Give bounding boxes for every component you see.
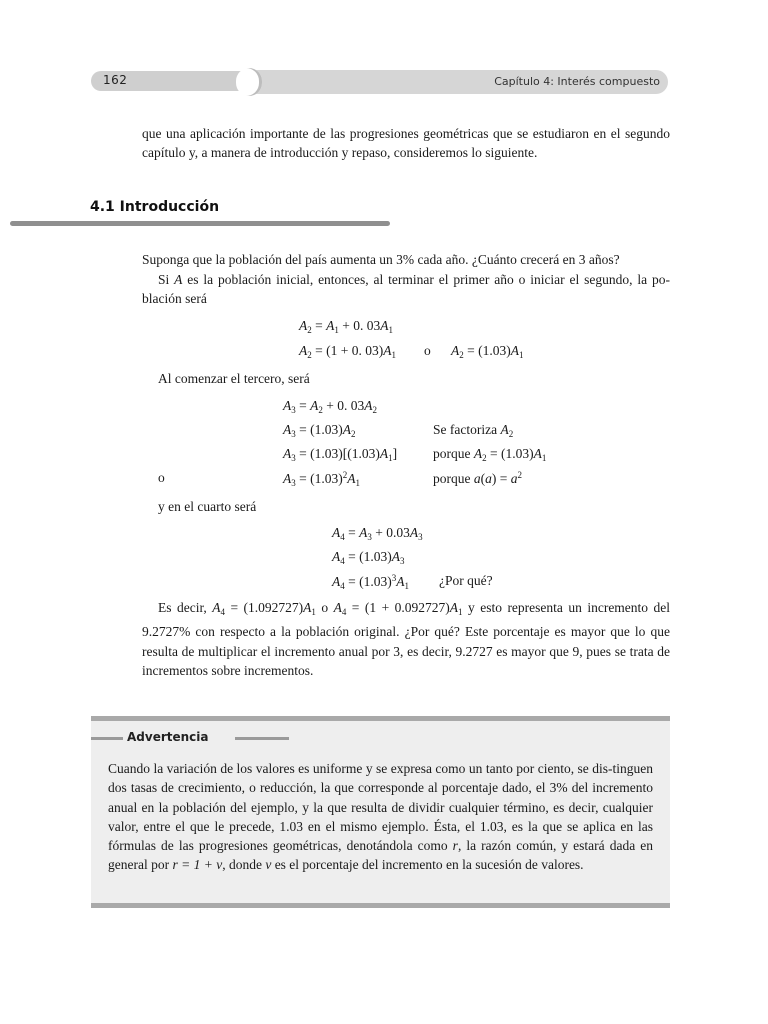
equation-a4-3: $A_4 = (1.03)^3A_1$ bbox=[332, 573, 409, 591]
third-year-intro: Al comenzar el tercero, será bbox=[158, 371, 310, 386]
body-paragraph-1: Suponga que la población del país aumenta un 3% cada año. ¿Cuánto crecerá en 3 años? bbox=[142, 252, 620, 267]
equation-a4-1: $A_4 = A_3 + 0.03A_3$ bbox=[332, 525, 423, 542]
fourth-year-intro: y en el cuarto será bbox=[158, 499, 257, 514]
equation-a4-2: $A_4 = (1.03)A_3$ bbox=[332, 549, 405, 566]
equation-a3-2: $A_3 = (1.03)A_2$ bbox=[283, 422, 356, 439]
body-paragraph-2: Si A es la población inicial, entonces, al terminar el primer año o iniciar el segundo, la po-blación será bbox=[142, 272, 671, 307]
equation-a2-2: $A_2 = (1 + 0$. $03)A_1$ bbox=[299, 343, 396, 360]
or-label-2: o bbox=[158, 470, 165, 485]
warning-title: Advertencia bbox=[127, 730, 209, 744]
note-because-1: porque $A_2 = (1.03)A_1$ bbox=[433, 446, 547, 463]
note-factor: Se factoriza $A_2$ bbox=[433, 422, 514, 439]
equation-a3-3: $A_3 = (1.03)[(1.03)A_1]$ bbox=[283, 446, 398, 463]
page-number: 162 bbox=[103, 73, 128, 87]
warning-text: Cuando la variación de los valores es uniforme y se expresa como un tanto por ciento, se dis-tinguen dos tasas de crecimiento, o reducción, la que corresponde al porcentaje dado, el 3% del incremento anual en la población del ejemplo, y la que resulta de dividir cualquier término, es decir, cualquier valor, entre el que le precede, 1.03 en el mismo ejemplo. Ésta, el 1.03, es la que se aplica en las fórmulas de las progresiones geométricas, denotándola como r, la razón común, y estará dada en general por r = 1 + v, donde v es el porcentaje del incremento en la sucesión de valores. bbox=[108, 761, 653, 873]
header-bar-notch bbox=[236, 68, 262, 96]
warning-top-rule bbox=[91, 716, 670, 721]
section-rule bbox=[10, 221, 390, 226]
note-because-2: porque $a(a) = a^2$ bbox=[433, 470, 522, 486]
chapter-title: Capítulo 4: Interés compuesto bbox=[494, 75, 660, 88]
equation-a3-4: $A_3 = (1.03)^2A_1$ bbox=[283, 470, 360, 488]
why-question: ¿Por qué? bbox=[439, 573, 493, 588]
closing-paragraph: Es decir, $A_4 = (1.092727)A_1$ o $A_4 = (1 + 0.092727)A_1$ y esto representa un incremento del 9.2727% con respecto a la población original. ¿Por qué? Este porcentaje es mayor que lo que resulta de multiplicar el incremento anual por 3, es decir, 9.2727 es mayor que 9, pues se trata de incrementos sobre incrementos. bbox=[142, 600, 671, 678]
equation-a3-1: $A_3 = A_2 + 0$. $03A_2$ bbox=[283, 398, 377, 415]
or-label-1: o bbox=[424, 343, 431, 358]
section-title: 4.1 Introducción bbox=[90, 199, 220, 215]
warning-title-dash-left bbox=[91, 737, 123, 740]
warning-title-dash-right bbox=[235, 737, 289, 740]
equation-a2-1: $A_2 = A_1 + 0$. $03A_1$ bbox=[299, 318, 393, 335]
intro-paragraph: que una aplicación importante de las progresiones geométricas que se estudiaron en el segundo capítulo y, a manera de introducción y repaso, consideremos lo siguiente. bbox=[142, 126, 670, 161]
equation-a2-3: $A_2 = (1.03)A_1$ bbox=[451, 343, 524, 360]
warning-bottom-rule bbox=[91, 903, 670, 908]
